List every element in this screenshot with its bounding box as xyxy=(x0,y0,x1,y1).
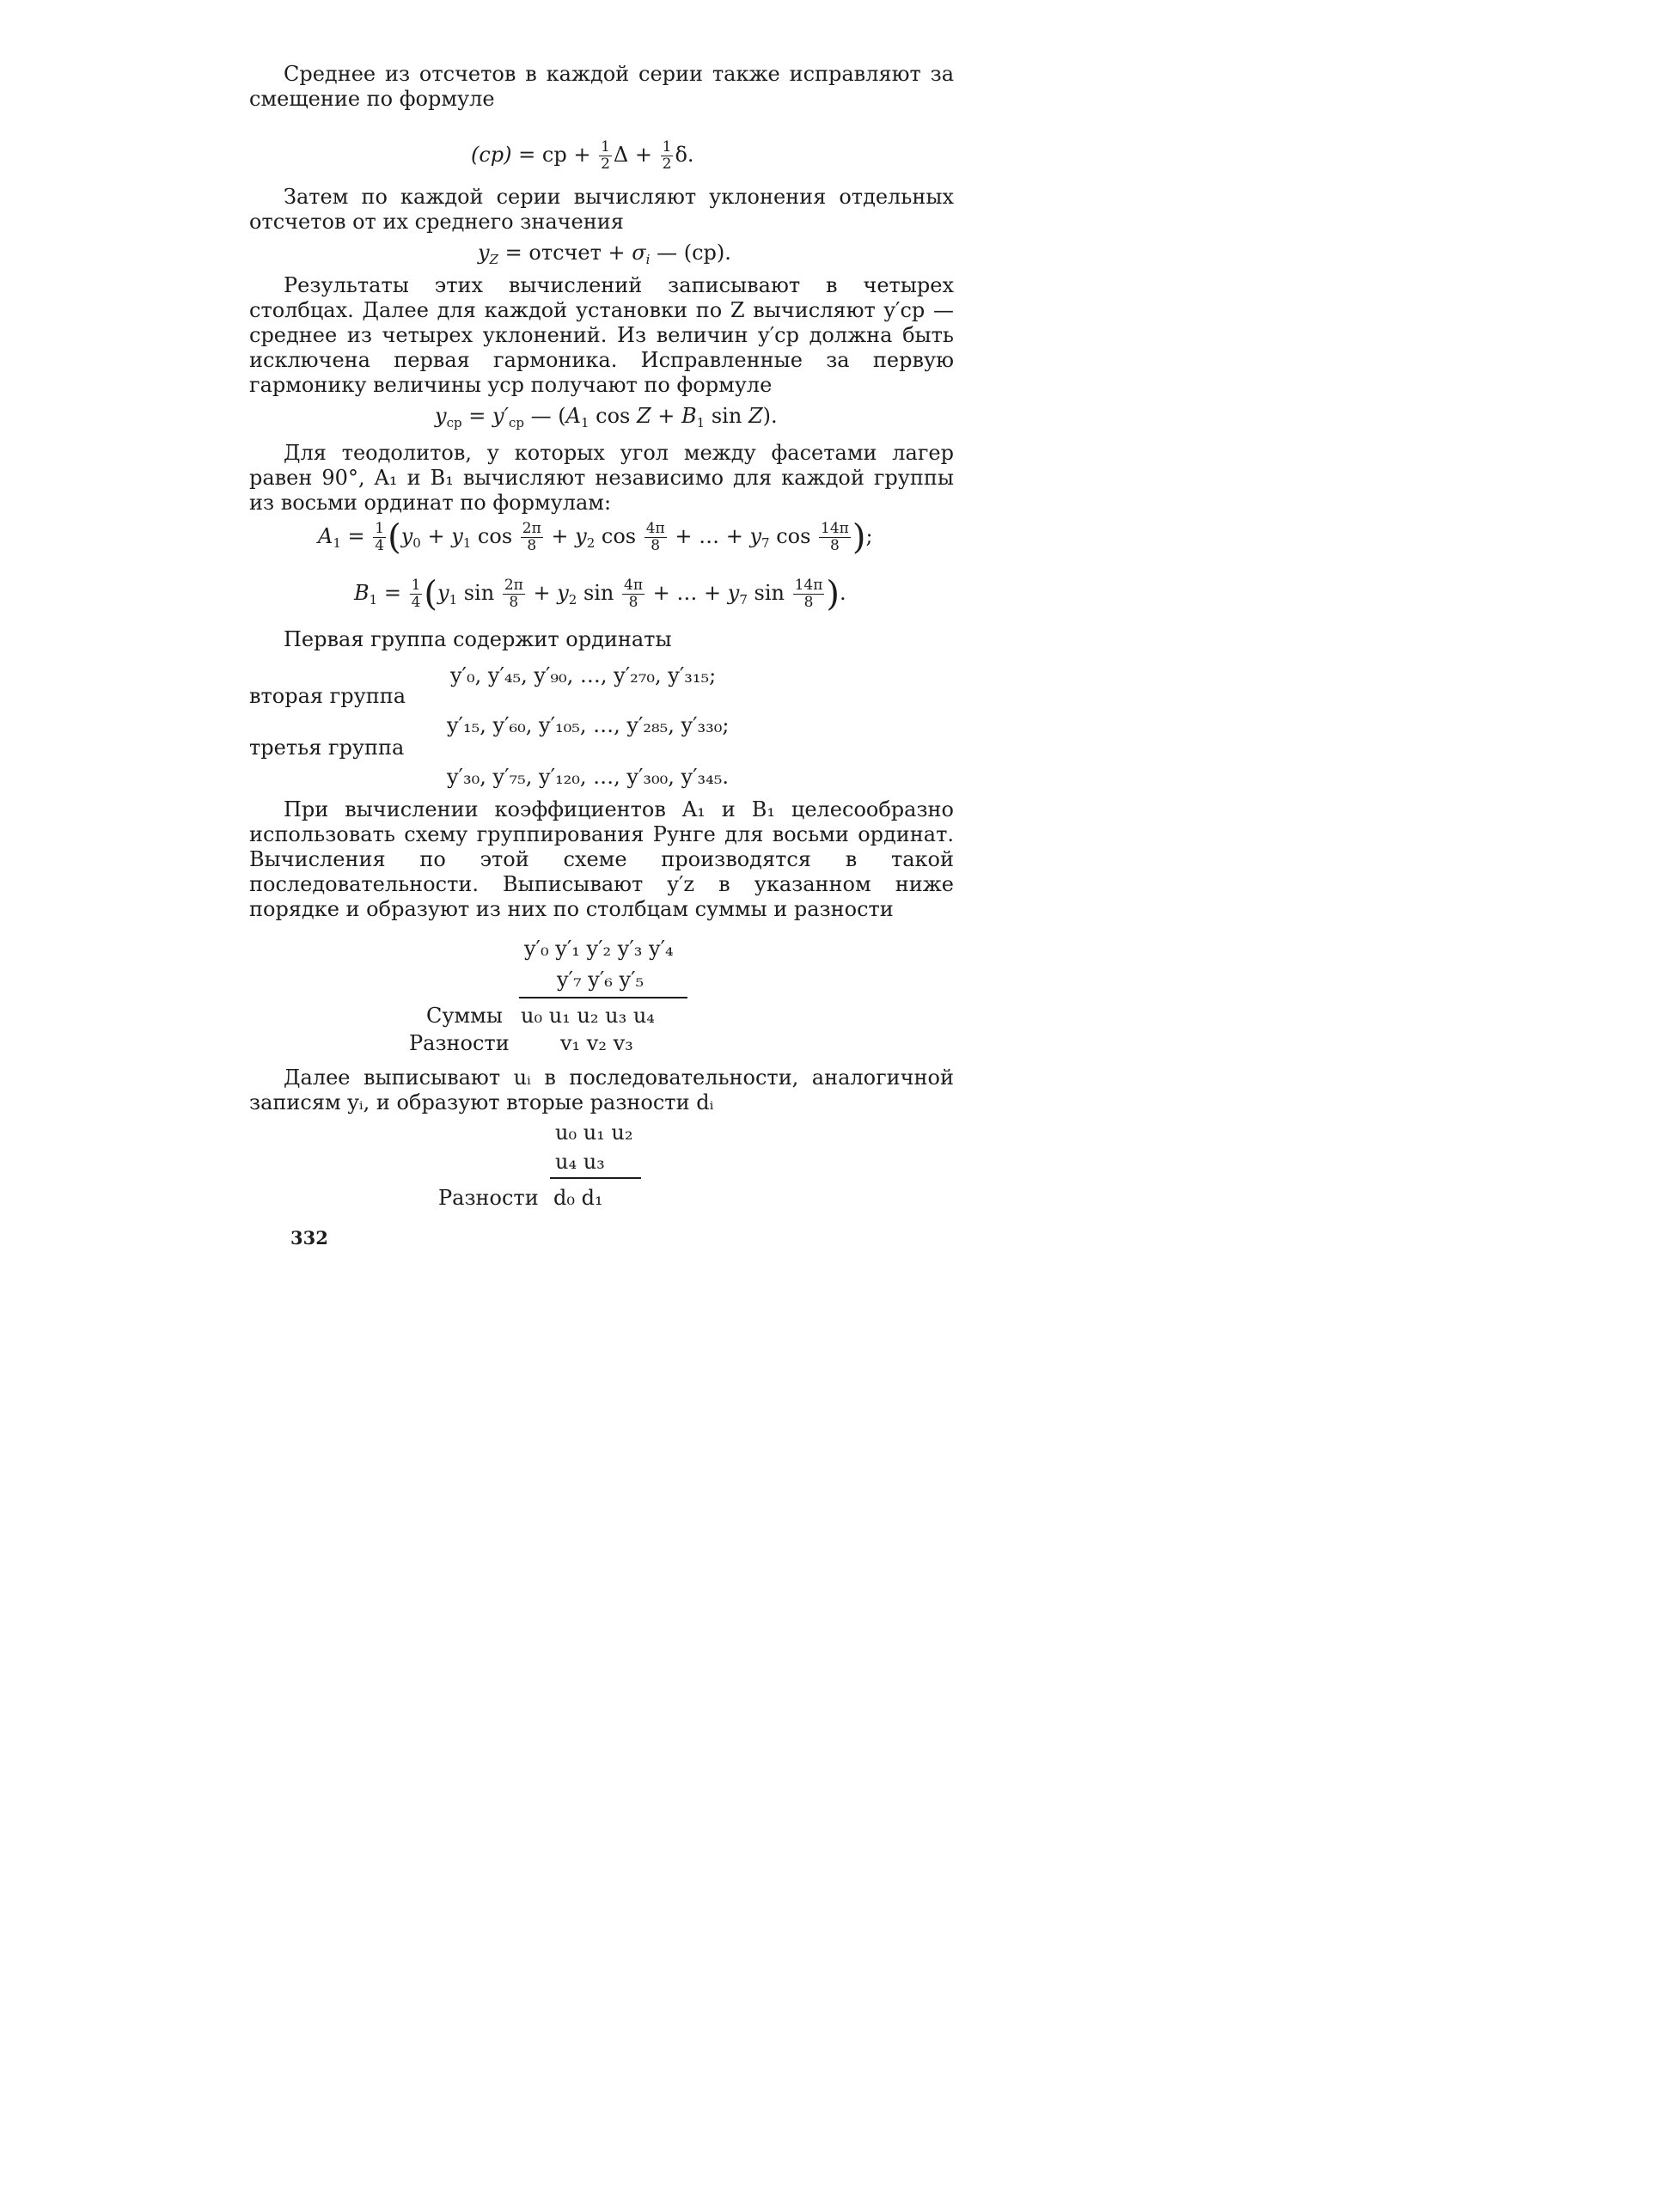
scheme1-rule xyxy=(519,997,687,998)
scheme1-sums: u₀ u₁ u₂ u₃ u₄ xyxy=(521,1004,655,1028)
paragraph-9: Далее выписывают uᵢ в последовательности, аналогичной записям yᵢ, и образуют вторые разности dᵢ xyxy=(249,1066,954,1114)
group-3-ordinates: y′₃₀, y′₇₅, y′₁₂₀, …, y′₃₀₀, y′₃₄₅. xyxy=(447,765,730,789)
label-group-3: третья группа xyxy=(249,736,405,760)
scheme1-diffs: v₁ v₂ v₃ xyxy=(560,1031,633,1055)
paragraph-3: Результаты этих вычислений записывают в четырех столбцах. Далее для каждой установки по Z вычисляют y′ср — среднее из четырех уклонений. Из величин y′ср должна быть исключена первая гармоника. Исправленные за первую гармонику величины yср получают по формуле xyxy=(249,273,954,397)
formula-cp-correction: (ср) = ср + $\frac{1}{2}$ Δ + $\frac{1}{2}$ δ. xyxy=(471,138,694,173)
scheme2-row-2: u₄ u₃ xyxy=(555,1150,605,1174)
paragraph-8: При вычислении коэффициентов A₁ и B₁ целесообразно использовать схему группирования Рунге для восьми ординат. Вычисления по этой схеме производятся в такой последовательности. Выписывают y′z в указанном ниже порядке и образуют из них по столбцам суммы и разности xyxy=(249,797,954,921)
formula-b1: $B_1$ = $\frac{1}{4}$ ($y_1$ sin $\frac{2\pi}{8}$ + $y_2$ sin $\frac{4\pi}{8}$ + … + $y_7$ sin $\frac{14\pi}{8}$ ). xyxy=(354,574,846,614)
group-1-ordinates: y′₀, y′₄₅, y′₉₀, …, y′₂₇₀, y′₃₁₅; xyxy=(450,663,717,687)
formula-a1: $A_1$ = $\frac{1}{4}$ ($y_0 + y_1$ cos $\frac{2\pi}{8}$ + $y_2$ cos $\frac{4\pi}{8}$ + … + $y_7$ cos $\frac{14\pi}{8}$ ); xyxy=(318,517,873,558)
formula-deviation: $y_Z$ = отсчет + $\sigma_i$ — (ср). xyxy=(478,241,731,267)
paragraph-2: Затем по каждой серии вычисляют уклонения отдельных отсчетов от их среднего значения xyxy=(249,185,954,234)
scheme1-row-2: y′₇ y′₆ y′₅ xyxy=(557,968,645,992)
scheme1-sums-label: Суммы xyxy=(426,1004,503,1028)
scheme2-diffs: d₀ d₁ xyxy=(553,1186,603,1210)
paragraph-5: Первая группа содержит ординаты xyxy=(284,627,672,651)
scheme2-rule xyxy=(550,1177,641,1179)
scheme1-row-1: y′₀ y′₁ y′₂ y′₃ y′₄ xyxy=(524,937,674,961)
page-number: 332 xyxy=(290,1227,328,1249)
paragraph-1: Среднее из отсчетов в каждой серии также исправляют за смещение по формуле xyxy=(249,62,954,111)
group-2-ordinates: y′₁₅, y′₆₀, y′₁₀₅, …, y′₂₈₅, y′₃₃₀; xyxy=(447,713,730,737)
label-group-2: вторая группа xyxy=(249,684,406,708)
scheme2-diff-label: Разности xyxy=(438,1186,539,1210)
scheme2-row-1: u₀ u₁ u₂ xyxy=(555,1120,633,1145)
formula-corrected-mean: $y_{ср} = y'_{ср}$ — ($A_1$ $\cos Z + B_1$ sin Z). xyxy=(435,404,778,430)
scheme1-diff-label: Разности xyxy=(409,1031,510,1055)
paragraph-4: Для теодолитов, у которых угол между фасетами лагер равен 90°, A₁ и B₁ вычисляют независимо для каждой группы из восьми ординат по формулам: xyxy=(249,441,954,515)
